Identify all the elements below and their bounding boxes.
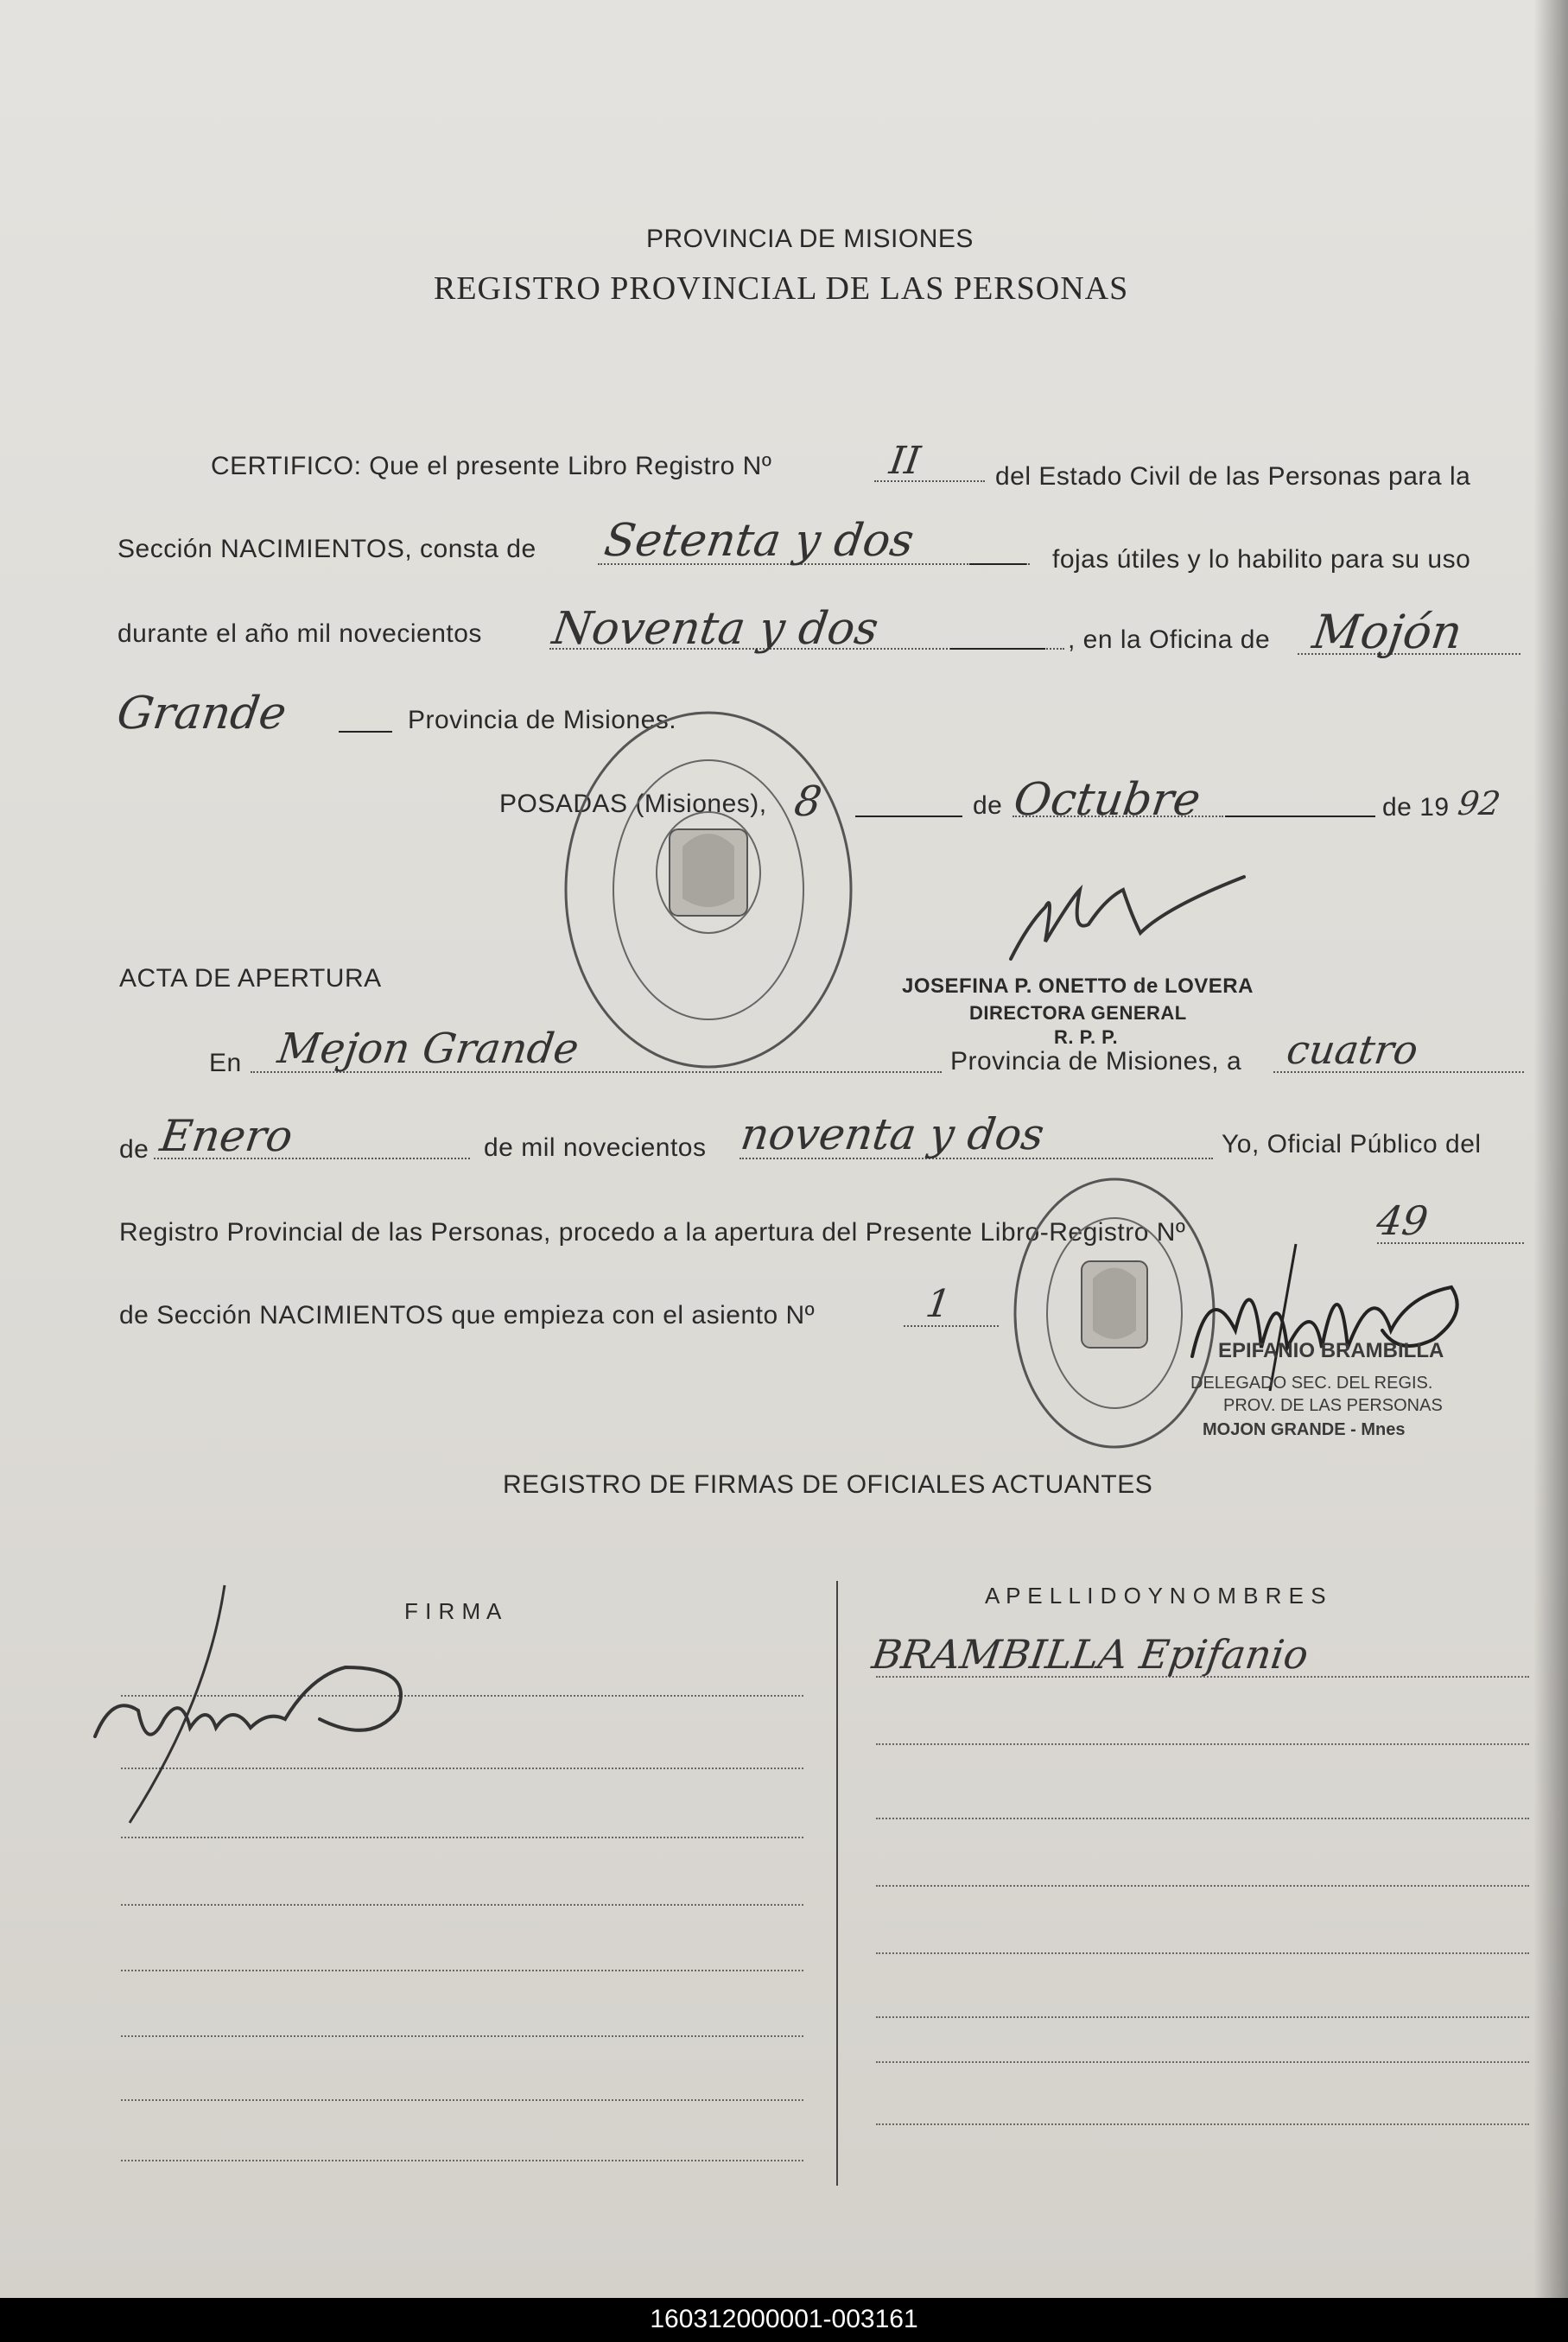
acta-day-words: cuatro bbox=[1284, 1026, 1421, 1073]
director-title: DIRECTORA GENERAL bbox=[969, 1002, 1187, 1024]
cert-line3-suffix: , en la Oficina de bbox=[1068, 625, 1271, 654]
firma-signature bbox=[86, 1581, 432, 1840]
col-firma-label: F I R M A bbox=[404, 1598, 502, 1624]
column-divider bbox=[836, 1581, 838, 2186]
acta-asiento: 1 bbox=[923, 1282, 954, 1326]
footer-bar bbox=[0, 2298, 1568, 2342]
cert-de-label: de bbox=[973, 791, 1003, 820]
cert-line1-prefix: CERTIFICO: Que el presente Libro Registro Nº bbox=[211, 452, 772, 480]
officer-stamp-line2: DELEGADO SEC. DEL REGIS. bbox=[1190, 1374, 1433, 1393]
cert-line1-suffix: del Estado Civil de las Personas para la bbox=[995, 462, 1471, 491]
acta-line3: Registro Provincial de las Personas, procedo a la apertura del Presente Libro-Registro Nº bbox=[119, 1218, 1186, 1247]
acta-month: Enero bbox=[156, 1111, 296, 1161]
cert-fojas-count: Setenta y dos bbox=[600, 515, 917, 567]
seal-top-stamp bbox=[562, 708, 855, 1071]
acta-line4: de Sección NACIMIENTOS que empieza con el asiento Nº bbox=[119, 1301, 816, 1330]
acta-de-label: de bbox=[119, 1135, 149, 1164]
cert-line4-suffix: Provincia de Misiones. bbox=[408, 706, 677, 734]
cert-office-part1: Mojón bbox=[1309, 605, 1466, 659]
acta-heading: ACTA DE APERTURA bbox=[119, 964, 382, 993]
cert-line2-suffix: fojas útiles y lo habilito para su uso bbox=[1052, 545, 1471, 574]
cert-office-part2: Grande bbox=[113, 688, 290, 739]
registry-heading: REGISTRO PROVINCIAL DE LAS PERSONAS bbox=[434, 270, 1129, 307]
cert-year-words: Noventa y dos bbox=[549, 603, 882, 655]
cert-year-digits: 92 bbox=[1455, 784, 1503, 822]
officer-stamp-line1: EPIFANIO BRAMBILLA bbox=[1218, 1339, 1444, 1362]
acta-province-label: Provincia de Misiones, a bbox=[950, 1047, 1242, 1076]
cert-libro-numero: II bbox=[886, 439, 924, 483]
acta-en-label: En bbox=[209, 1049, 242, 1077]
cert-month: Octubre bbox=[1010, 774, 1204, 826]
signature-entry-name: BRAMBILLA Epifanio bbox=[869, 1631, 1311, 1678]
cert-line2-prefix: Sección NACIMIENTOS, consta de bbox=[117, 535, 536, 563]
director-name: JOSEFINA P. ONETTO de LOVERA bbox=[902, 974, 1254, 998]
acta-place: Mejon Grande bbox=[275, 1025, 582, 1073]
acta-mil-label: de mil novecientos bbox=[484, 1133, 707, 1162]
director-signature bbox=[993, 873, 1253, 968]
acta-officer-label: Yo, Oficial Público del bbox=[1222, 1130, 1482, 1158]
cert-line3-prefix: durante el año mil novecientos bbox=[117, 619, 482, 648]
director-org: R. P. P. bbox=[1054, 1026, 1119, 1048]
officer-stamp-line3: PROV. DE LAS PERSONAS bbox=[1223, 1396, 1443, 1415]
document-id: 160312000001-003161 bbox=[650, 2305, 918, 2333]
cert-year-label: de 19 bbox=[1382, 793, 1450, 822]
acta-libro-numero: 49 bbox=[1374, 1197, 1432, 1244]
officer-stamp-line4: MOJON GRANDE - Mnes bbox=[1203, 1420, 1406, 1439]
signatures-heading: REGISTRO DE FIRMAS DE OFICIALES ACTUANTES bbox=[503, 1470, 1153, 1499]
acta-year-words: noventa y dos bbox=[737, 1109, 1048, 1159]
cert-day: 8 bbox=[791, 777, 825, 826]
cert-posadas-label: POSADAS (Misiones), bbox=[499, 790, 767, 818]
col-nombres-label: A P E L L I D O Y N O M B R E S bbox=[985, 1583, 1327, 1609]
province-heading: PROVINCIA DE MISIONES bbox=[646, 225, 974, 253]
